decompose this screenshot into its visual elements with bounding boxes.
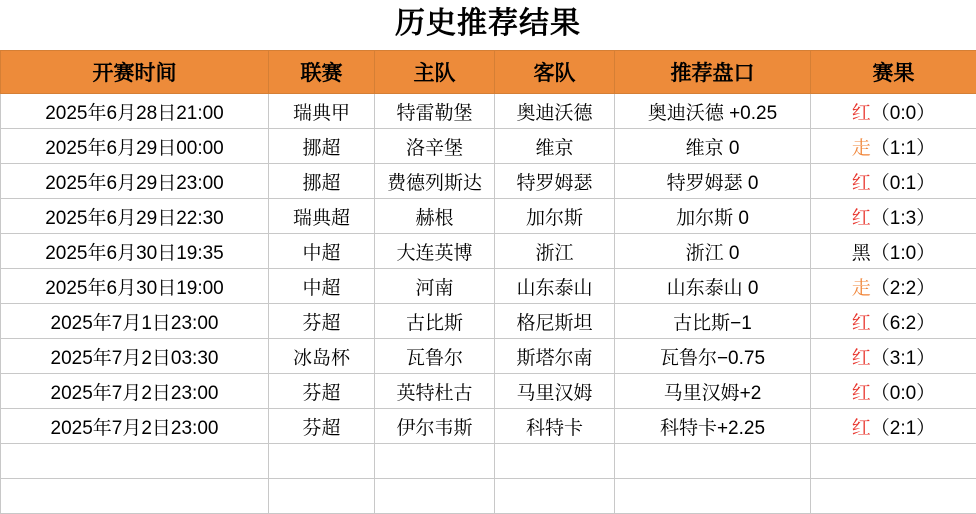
cell-empty (1, 479, 269, 514)
table-row (1, 304, 976, 339)
cell-home-team: 洛辛堡 (375, 129, 495, 164)
cell-away-team: 斯塔尔南 (495, 339, 615, 374)
result-score: （3:1） (871, 348, 935, 369)
table-row (1, 339, 976, 374)
history-results-table (0, 50, 976, 514)
table-header (1, 51, 976, 94)
table-row (1, 199, 976, 234)
result-score: （1:0） (871, 243, 935, 264)
result-score: （2:1） (871, 418, 935, 439)
result-label: 黑 (852, 243, 871, 264)
cell-league: 冰岛杯 (269, 339, 375, 374)
cell-pick: 加尔斯 0 (615, 199, 811, 234)
table-body (1, 94, 976, 514)
cell-result (811, 199, 976, 234)
cell-home-team: 特雷勒堡 (375, 94, 495, 129)
cell-empty (375, 479, 495, 514)
table-row-empty (1, 479, 976, 514)
cell-empty (1, 444, 269, 479)
cell-time: 2025年7月2日03:30 (1, 339, 269, 374)
cell-result (811, 234, 976, 269)
cell-pick: 奥迪沃德 +0.25 (615, 94, 811, 129)
result-label: 红 (852, 383, 871, 404)
cell-result (811, 164, 976, 199)
cell-result (811, 269, 976, 304)
cell-empty (615, 479, 811, 514)
result-label: 红 (852, 348, 871, 369)
cell-away-team: 加尔斯 (495, 199, 615, 234)
cell-empty (269, 479, 375, 514)
column-header-recommended-handicap: 推荐盘口 (615, 51, 811, 94)
result-score: （1:1） (871, 138, 935, 159)
cell-league: 挪超 (269, 129, 375, 164)
cell-pick: 古比斯−1 (615, 304, 811, 339)
result-label: 红 (852, 103, 871, 124)
cell-league: 中超 (269, 269, 375, 304)
cell-away-team: 特罗姆瑟 (495, 164, 615, 199)
cell-result (811, 94, 976, 129)
table-row (1, 374, 976, 409)
column-header-league: 联赛 (269, 51, 375, 94)
result-score: （1:3） (871, 208, 935, 229)
cell-away-team: 浙江 (495, 234, 615, 269)
cell-empty (811, 444, 976, 479)
cell-league: 中超 (269, 234, 375, 269)
result-score: （0:0） (871, 103, 935, 124)
cell-empty (495, 444, 615, 479)
cell-pick: 山东泰山 0 (615, 269, 811, 304)
cell-result (811, 374, 976, 409)
cell-empty (615, 444, 811, 479)
cell-pick: 瓦鲁尔−0.75 (615, 339, 811, 374)
cell-time: 2025年7月1日23:00 (1, 304, 269, 339)
result-score: （0:0） (871, 383, 935, 404)
cell-time: 2025年6月28日21:00 (1, 94, 269, 129)
cell-result (811, 409, 976, 444)
cell-home-team: 伊尔韦斯 (375, 409, 495, 444)
cell-time: 2025年6月29日22:30 (1, 199, 269, 234)
cell-result (811, 339, 976, 374)
cell-away-team: 科特卡 (495, 409, 615, 444)
cell-away-team: 奥迪沃德 (495, 94, 615, 129)
result-label: 走 (852, 278, 871, 299)
cell-away-team: 山东泰山 (495, 269, 615, 304)
cell-league: 芬超 (269, 374, 375, 409)
cell-time: 2025年6月30日19:35 (1, 234, 269, 269)
column-header-time: 开赛时间 (1, 51, 269, 94)
cell-result (811, 129, 976, 164)
cell-empty (811, 479, 976, 514)
cell-home-team: 大连英博 (375, 234, 495, 269)
result-label: 走 (852, 138, 871, 159)
cell-league: 芬超 (269, 409, 375, 444)
cell-time: 2025年7月2日23:00 (1, 409, 269, 444)
page-title: 历史推荐结果 (0, 0, 976, 50)
cell-away-team: 马里汉姆 (495, 374, 615, 409)
table-row (1, 269, 976, 304)
table-header-row (1, 51, 976, 94)
cell-league: 芬超 (269, 304, 375, 339)
result-label: 红 (852, 208, 871, 229)
cell-league: 瑞典甲 (269, 94, 375, 129)
cell-empty (269, 444, 375, 479)
result-label: 红 (852, 418, 871, 439)
cell-time: 2025年6月30日19:00 (1, 269, 269, 304)
cell-home-team: 河南 (375, 269, 495, 304)
cell-empty (495, 479, 615, 514)
cell-time: 2025年6月29日00:00 (1, 129, 269, 164)
cell-pick: 马里汉姆+2 (615, 374, 811, 409)
table-row (1, 234, 976, 269)
cell-empty (375, 444, 495, 479)
result-score: （0:1） (871, 173, 935, 194)
cell-time: 2025年6月29日23:00 (1, 164, 269, 199)
cell-pick: 浙江 0 (615, 234, 811, 269)
cell-home-team: 瓦鲁尔 (375, 339, 495, 374)
cell-league: 瑞典超 (269, 199, 375, 234)
table-row (1, 164, 976, 199)
result-score: （2:2） (871, 278, 935, 299)
table-row (1, 94, 976, 129)
result-score: （6:2） (871, 313, 935, 334)
cell-home-team: 英特杜古 (375, 374, 495, 409)
cell-home-team: 赫根 (375, 199, 495, 234)
column-header-away-team: 客队 (495, 51, 615, 94)
table-row-empty (1, 444, 976, 479)
cell-result (811, 304, 976, 339)
cell-pick: 维京 0 (615, 129, 811, 164)
table-row (1, 409, 976, 444)
cell-pick: 科特卡+2.25 (615, 409, 811, 444)
column-header-result: 赛果 (811, 51, 976, 94)
cell-league: 挪超 (269, 164, 375, 199)
result-label: 红 (852, 173, 871, 194)
column-header-home-team: 主队 (375, 51, 495, 94)
cell-home-team: 费德列斯达 (375, 164, 495, 199)
cell-home-team: 古比斯 (375, 304, 495, 339)
table-row (1, 129, 976, 164)
result-label: 红 (852, 313, 871, 334)
cell-away-team: 维京 (495, 129, 615, 164)
cell-time: 2025年7月2日23:00 (1, 374, 269, 409)
cell-pick: 特罗姆瑟 0 (615, 164, 811, 199)
cell-away-team: 格尼斯坦 (495, 304, 615, 339)
